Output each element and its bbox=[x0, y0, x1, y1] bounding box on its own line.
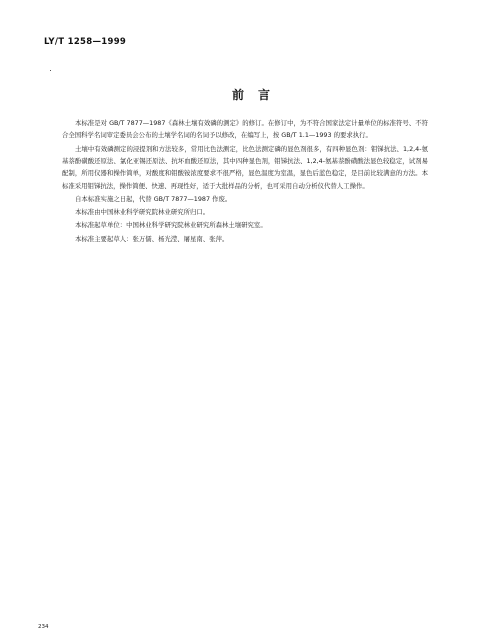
page-title: 前言 bbox=[231, 88, 284, 102]
paragraph-drafters: 本标准主要起草人：张万儒、杨光滢、屠星南、张萍。 bbox=[75, 234, 229, 243]
standard-number: LY/T 1258—1999 bbox=[44, 37, 127, 47]
paragraph-drafting-unit: 本标准起草单位：中国林业科学研究院林业研究所森林土壤研究室。 bbox=[75, 221, 267, 230]
scan-speck bbox=[50, 70, 51, 71]
paragraph-supersedes: 自本标准实施之日起，代替 GB/T 7877—1987 作废。 bbox=[75, 195, 232, 204]
page-number: 234 bbox=[38, 624, 49, 630]
paragraph-revision: 本标准是对 GB/T 7877—1987《森林土壤有效磷的测定》的修订。在修订中，为不符合国家法定计量单位的标准符号、不符合全国科学名词审定委员会公布的土壤学名词的名词予以修改，在编写上，按 GB/T 1.1—1993 的要求执行。 bbox=[62, 119, 428, 140]
paragraph-administered-by: 本标准由中国林业科学研究院林业研究所归口。 bbox=[75, 208, 210, 217]
paragraph-methods: 土壤中有效磷测定的浸提剂和方法较多，常用比色法测定，比色法测定磷的显色剂很多，有四种显色剂：钼锑抗法、1,2,4-氨基萘酚磺酸还原法、氯化亚锡还原法、抗坏血酸还原法，其中四种显色剂，钼锑抗法、1,2,4-氨基萘酚磺酸法显色较稳定，试剂易配制，所用仪器和操作简单，对酸度和钼酸铵浓度要求不很严格，显色温度为室温，显色后蓝色稳定，是目前比较满意的方法。本标准采用钼锑抗法，操作简便、快速、再现性好，适于大批样品的分析，也可采用自动分析仪代替人工操作。 bbox=[62, 144, 428, 190]
foreword-body bbox=[62, 117, 428, 246]
